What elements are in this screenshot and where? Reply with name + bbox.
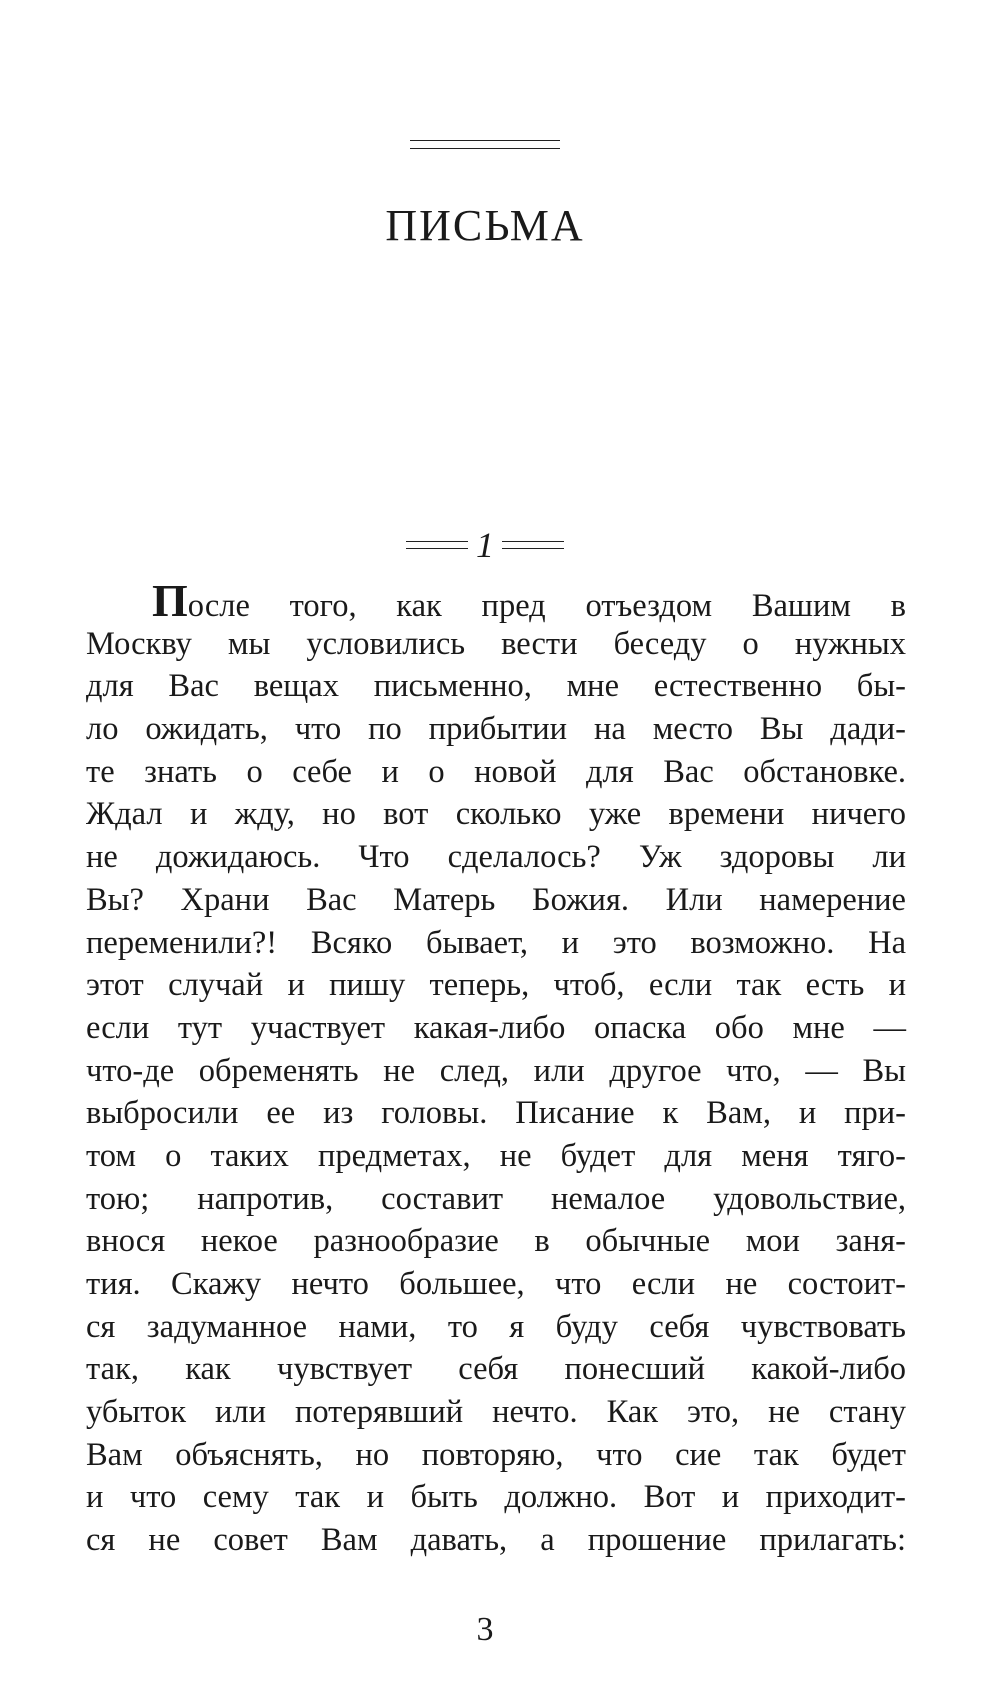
section-rule-right — [502, 541, 564, 549]
text-line: убыток или потерявший нечто. Как это, не стану — [86, 1394, 906, 1431]
text-line: ся не совет Вам давать, а прошение прилагать: — [86, 1522, 906, 1559]
text-line: и что сему так и быть должно. Вот и приходит- — [86, 1479, 906, 1516]
text-line: Москву мы условились вести беседу о нужных — [86, 625, 906, 662]
text-line: ло ожидать, что по прибытии на место Вы дади- — [86, 711, 906, 748]
text-line: выбросили ее из головы. Писание к Вам, и при- — [86, 1095, 906, 1132]
text-line: том о таких предметах, не будет для меня тяго- — [86, 1137, 906, 1174]
text-line: тою; напротив, составит немалое удовольствие, — [86, 1180, 906, 1217]
text-line: что-де обременять не след, или другое что, — Вы — [86, 1052, 906, 1089]
text-line: переменили?! Всяко бывает, и это возможно. На — [86, 924, 906, 961]
text-line: для Вас вещах письменно, мне естественно бы- — [86, 668, 906, 705]
text-line: ся задуманное нами, то я буду себя чувствовать — [86, 1308, 906, 1345]
section-number: 1 — [476, 525, 494, 565]
text-line: тия. Скажу нечто большее, что если не состоит- — [86, 1266, 906, 1302]
text-line: Вы? Храни Вас Матерь Божия. Или намерение — [86, 881, 906, 918]
text-line: Вам объяснять, но повторяю, что сие так будет — [86, 1436, 906, 1473]
chapter-title: ПИСЬМА — [385, 201, 585, 251]
drop-cap: П — [152, 575, 188, 626]
title-rule-top — [410, 140, 560, 141]
text-line: те знать о себе и о новой для Вас обстановке. — [86, 753, 906, 790]
page-number: 3 — [476, 1611, 494, 1648]
text-line: если тут участвует какая-либо опаска обо мне — — [86, 1009, 906, 1046]
text-line: этот случай и пишу теперь, чтоб, если так есть и — [86, 967, 906, 1004]
text-line: Ждал и жду, но вот сколько уже времени ничего — [86, 796, 906, 833]
section-marker — [0, 525, 970, 565]
title-rule-bottom — [410, 148, 560, 149]
text-line: так, как чувствует себя понесший какой-либо — [86, 1351, 906, 1388]
text-line: не дожидаюсь. Что сделалось? Уж здоровы ли — [86, 839, 906, 876]
text-line: внося некое разнообразие в обычные мои заня- — [86, 1223, 906, 1260]
text-line — [86, 575, 906, 626]
letter-body — [86, 575, 906, 1562]
section-rule-left — [406, 541, 468, 549]
text-line-content: осле того, как пред отъездом Вашим в — [187, 588, 906, 624]
